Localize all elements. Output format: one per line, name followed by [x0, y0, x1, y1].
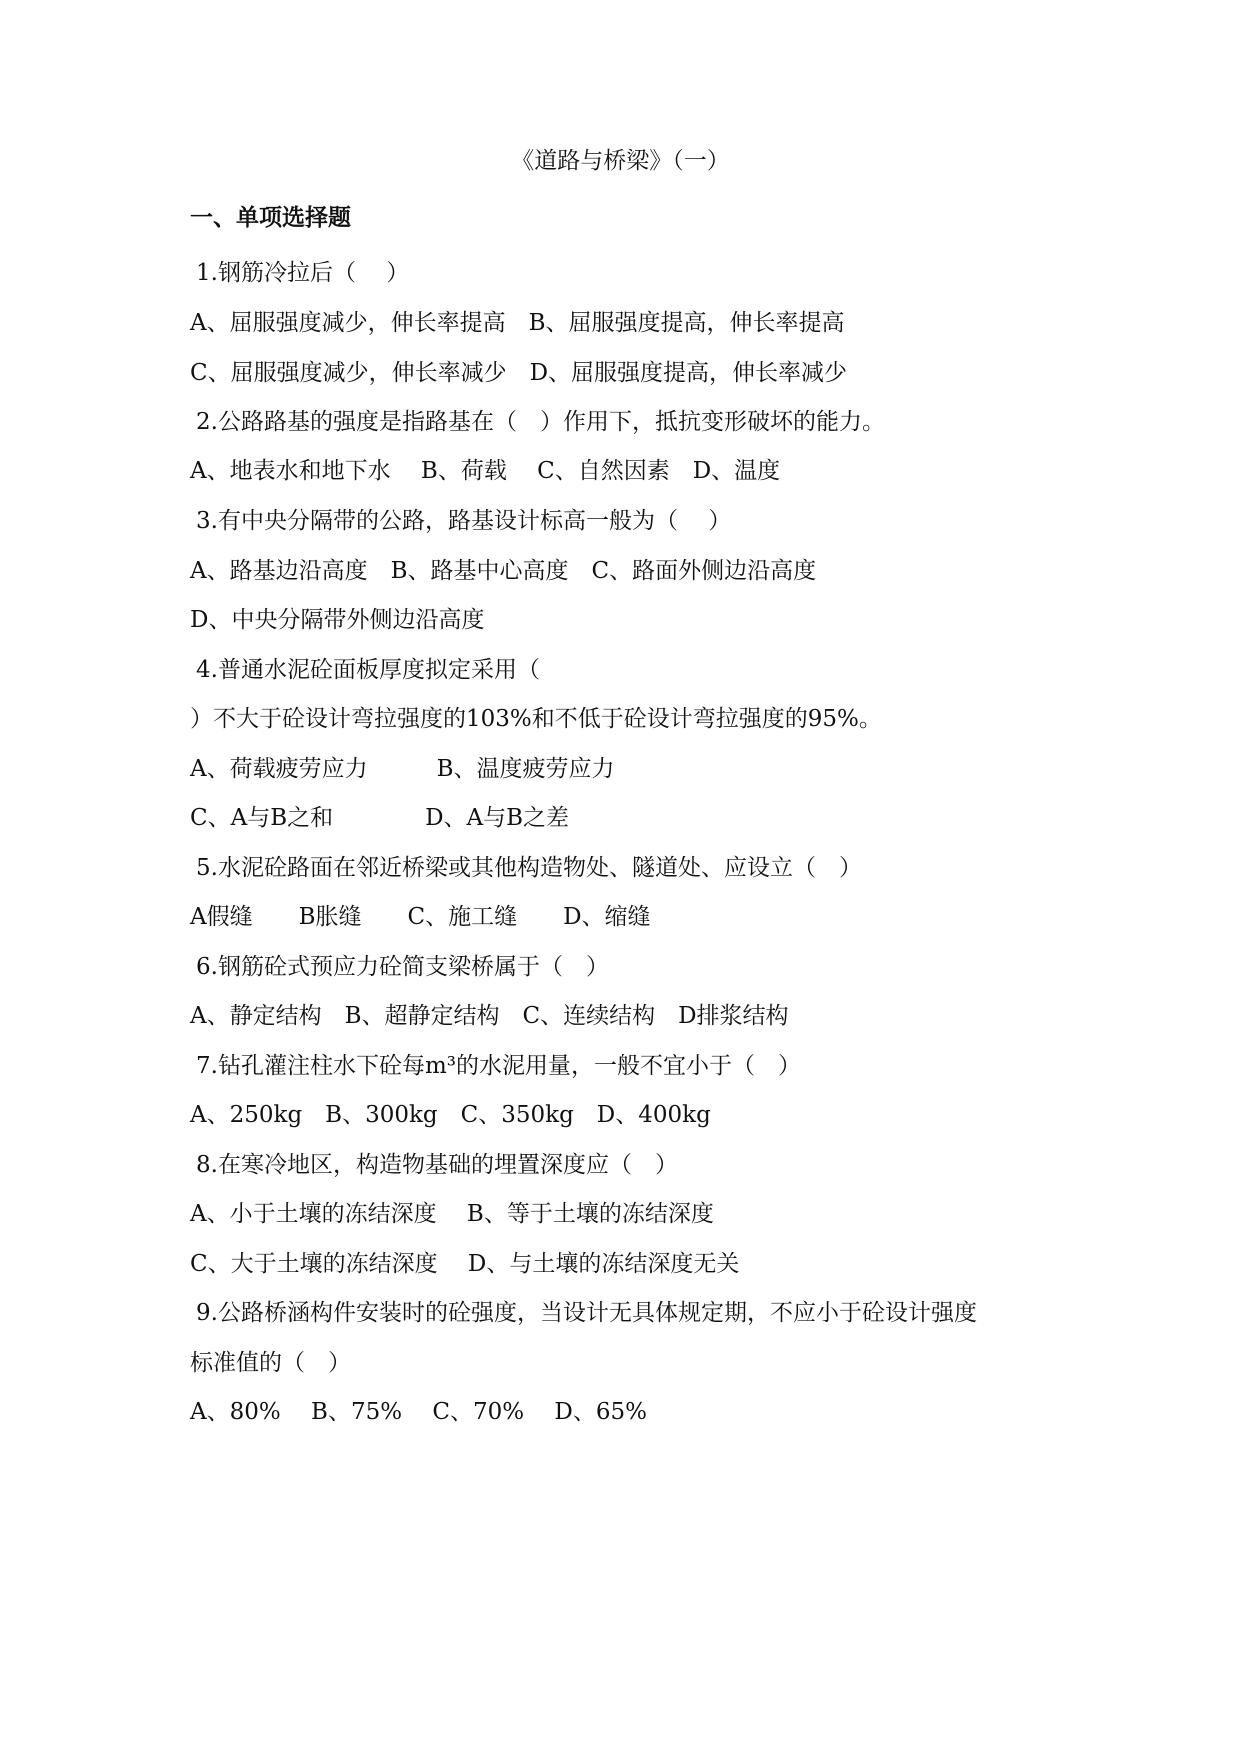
answer-line: C、屈服强度减少，伸长率减少 D、屈服强度提高，伸长率减少: [190, 360, 848, 386]
answer-line: A、80% B、75% C、70% D、65%: [190, 1399, 647, 1425]
answer-line: 标准值的（ ）: [190, 1350, 351, 1376]
answer-line: A假缝 B胀缝 C、施工缝 D、缩缝: [190, 904, 651, 930]
answer-line: A、荷载疲劳应力 B、温度疲劳应力: [190, 756, 615, 782]
question-line: 5.水泥砼路面在邻近桥梁或其他构造物处、隧道处、应设立（ ）: [196, 855, 862, 881]
question-line: 8.在寒冷地区，构造物基础的埋置深度应（ ）: [196, 1152, 678, 1178]
answer-line: A、屈服强度减少，伸长率提高 B、屈服强度提高，伸长率提高: [190, 310, 845, 336]
question-line: 9.公路桥涵构件安装时的砼强度，当设计无具体规定期，不应小于砼设计强度: [196, 1300, 977, 1326]
section-heading: 一、单项选择题: [190, 205, 351, 231]
answer-line: C、大于土壤的冻结深度 D、与土壤的冻结深度无关: [190, 1251, 740, 1277]
answer-line: ）不大于砼设计弯拉强度的103%和不低于砼设计弯拉强度的95%。: [190, 706, 882, 732]
answer-line: A、地表水和地下水 B、荷载 C、自然因素 D、温度: [190, 458, 781, 484]
document-title: 《道路与桥梁》（一）: [511, 148, 730, 174]
question-line: 3.有中央分隔带的公路，路基设计标高一般为（ ）: [196, 508, 732, 534]
question-line: 4.普通水泥砼面板厚度拟定采用（: [196, 657, 540, 683]
question-line: 2.公路路基的强度是指路基在（ ）作用下，抵抗变形破坏的能力。: [196, 409, 885, 435]
question-line: 6.钢筋砼式预应力砼简支梁桥属于（ ）: [196, 954, 609, 980]
answer-line: A、250kg B、300kg C、350kg D、400kg: [190, 1102, 711, 1128]
question-line: 1.钢筋冷拉后（ ）: [196, 260, 410, 286]
question-line: 7.钻孔灌注柱水下砼每m³的水泥用量，一般不宜小于（ ）: [196, 1053, 801, 1079]
answer-line: D、中央分隔带外侧边沿高度: [190, 607, 485, 633]
answer-line: A、小于土壤的冻结深度 B、等于土壤的冻结深度: [190, 1201, 714, 1227]
answer-line: A、路基边沿高度 B、路基中心高度 C、路面外侧边沿高度: [190, 558, 817, 584]
answer-line: C、A与B之和 D、A与B之差: [190, 805, 570, 831]
answer-line: A、静定结构 B、超静定结构 C、连续结构 D排浆结构: [190, 1003, 789, 1029]
